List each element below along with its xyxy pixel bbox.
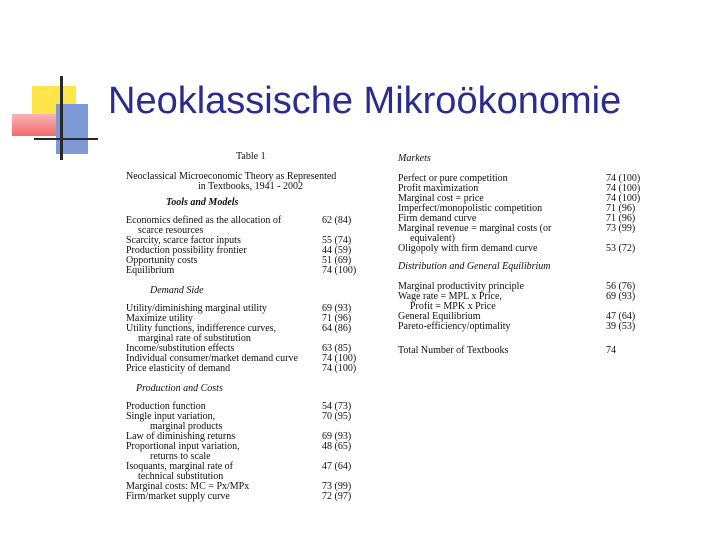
row-value: 64 (86) (322, 323, 352, 334)
row-value: 74 (100) (606, 183, 641, 194)
row-label: Individual consumer/market demand curve (126, 353, 298, 364)
row-label: Firm/market supply curve (126, 491, 230, 502)
row-value: 74 (100) (606, 173, 641, 184)
row-label: Marginal revenue = marginal costs (or (398, 223, 552, 234)
row-value: 48 (65) (322, 441, 352, 452)
row-label: Imperfect/monopolistic competition (398, 203, 543, 214)
row-value: 74 (100) (322, 363, 357, 374)
row-label: Isoquants, marginal rate of (126, 461, 234, 472)
row-label: marginal products (150, 421, 223, 432)
row-value: 74 (100) (606, 193, 641, 204)
row-label: Law of diminishing returns (126, 431, 236, 442)
row-value: 71 (96) (606, 213, 636, 224)
row-label: Maximize utility (126, 313, 193, 324)
row-value: 73 (99) (606, 223, 636, 234)
row-value: 74 (100) (322, 265, 357, 276)
row-label: Production function (126, 401, 206, 412)
row-label: Profit maximization (398, 183, 479, 194)
row-label: Scarcity, scarce factor inputs (126, 235, 241, 246)
section-heading: Production and Costs (136, 383, 223, 394)
row-value: 72 (97) (322, 491, 352, 502)
table-label: Table 1 (236, 151, 266, 162)
total-row (398, 346, 680, 356)
section-heading: Distribution and General Equilibrium (398, 261, 551, 272)
row-value: 71 (96) (606, 203, 636, 214)
row-value: 69 (93) (322, 431, 352, 442)
row-label: Oligopoly with firm demand curve (398, 243, 538, 254)
row-value: 51 (69) (322, 255, 352, 266)
row-label: General Equilibrium (398, 311, 481, 322)
row-value: 47 (64) (606, 311, 636, 322)
row-label: Opportunity costs (126, 255, 198, 266)
row-label: returns to scale (150, 451, 211, 462)
row-label: Wage rate = MPL x Price, (398, 291, 502, 302)
decor-vertical-line (60, 76, 63, 160)
row-label: Profit = MPK x Price (410, 301, 496, 312)
table-row (126, 266, 366, 276)
row-label: Firm demand curve (398, 213, 477, 224)
row-label: Marginal productivity principle (398, 281, 524, 292)
row-value: 71 (96) (322, 313, 352, 324)
row-label: Utility functions, indifference curves, (126, 323, 277, 334)
section-heading: Markets (398, 153, 431, 164)
row-value: 55 (74) (322, 235, 352, 246)
table-label-row (126, 152, 366, 164)
table-caption-2: in Textbooks, 1941 - 2002 (198, 181, 303, 192)
row-value: 62 (84) (322, 215, 352, 226)
table-row (126, 364, 366, 374)
row-label: Proportional input variation, (126, 441, 240, 452)
section-heading: Demand Side (150, 285, 204, 296)
row-label: Utility/diminishing marginal utility (126, 303, 267, 314)
slide-title: Neoklassische Mikroökonomie (108, 80, 622, 122)
row-label: scarce resources (138, 225, 204, 236)
row-value: 44 (59) (322, 245, 352, 256)
row-label: Price elasticity of demand (126, 363, 231, 374)
table-caption-1: Neoclassical Microeconomic Theory as Represented (126, 171, 337, 182)
row-value: 63 (85) (322, 343, 352, 354)
row-value: 53 (72) (606, 243, 636, 254)
row-value: 56 (76) (606, 281, 636, 292)
row-label: Economics defined as the allocation of (126, 215, 282, 226)
row-label: Perfect or pure competition (398, 173, 508, 184)
table-row (126, 492, 366, 502)
section-heading: Tools and Models (166, 197, 239, 208)
row-value: 47 (64) (322, 461, 352, 472)
decor-horizontal-line (34, 138, 98, 140)
row-label: Single input variation, (126, 411, 216, 422)
row-value: 74 (100) (322, 353, 357, 364)
row-value: 69 (93) (322, 303, 352, 314)
total-value: 74 (606, 345, 616, 356)
row-label: technical substitution (138, 471, 224, 482)
row-label: marginal rate of substitution (138, 333, 251, 344)
row-value: 54 (73) (322, 401, 352, 412)
row-value: 70 (95) (322, 411, 352, 422)
row-value: 73 (99) (322, 481, 352, 492)
decor-red-bar (12, 114, 56, 136)
row-label: equivalent) (410, 233, 455, 244)
row-value: 39 (53) (606, 321, 636, 332)
table-row (398, 322, 680, 332)
table-right-column (398, 154, 680, 356)
row-label: Production possibility frontier (126, 245, 247, 256)
row-value: 69 (93) (606, 291, 636, 302)
row-label: Equilibrium (126, 265, 175, 276)
row-label: Pareto-efficiency/optimality (398, 321, 511, 332)
table-row (398, 244, 680, 254)
row-label: Marginal cost = price (398, 193, 484, 204)
total-label: Total Number of Textbooks (398, 345, 509, 356)
row-label: Marginal costs: MC = Px/MPx (126, 481, 250, 492)
table-left-column (126, 152, 366, 502)
row-label: Income/substitution effects (126, 343, 235, 354)
